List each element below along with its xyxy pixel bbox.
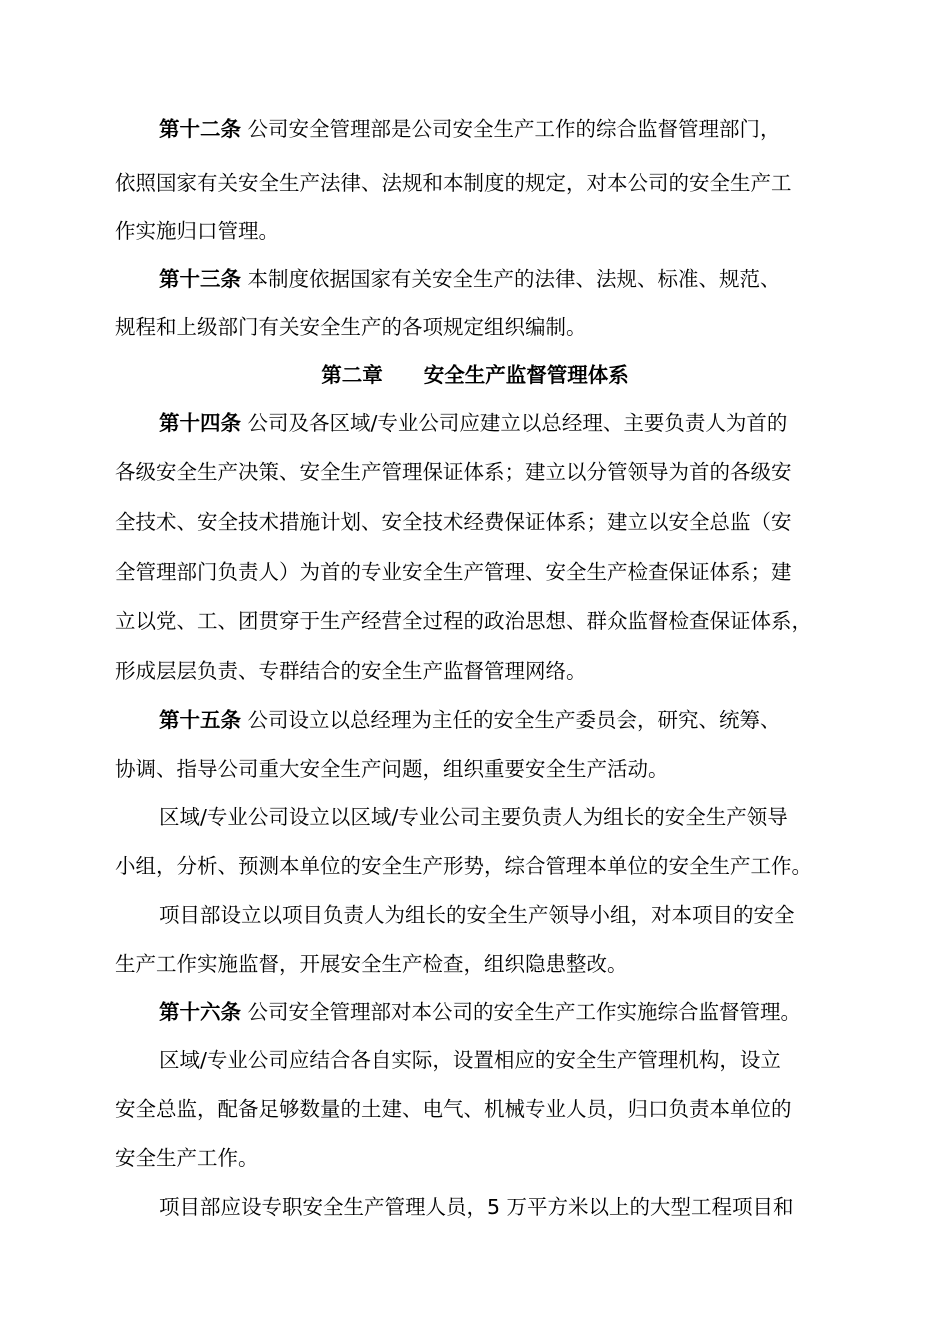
article-12-line-3: 作实施归口管理。 — [115, 219, 279, 243]
article-13-heading: 第十三条 — [159, 267, 241, 291]
article-15-heading: 第十五条 — [159, 708, 241, 732]
article-16-line-1 — [159, 998, 801, 1026]
article-14-line-3: 全技术、安全技术措施计划、安全技术经费保证体系；建立以安全总监（安 — [115, 510, 792, 534]
article-16-heading: 第十六条 — [159, 1000, 241, 1024]
article-16-para-2-line-2: 安全总监，配备足够数量的土建、电气、机械专业人员，归口负责本单位的 — [115, 1097, 792, 1121]
article-13-text: 本制度依据国家有关安全生产的法律、法规、标准、规范、 — [241, 267, 781, 291]
article-14-line-1 — [159, 409, 787, 437]
article-15-para-3-line-2: 生产工作实施监督，开展安全生产检查，组织隐患整改。 — [115, 952, 628, 976]
article-15-para-3-line-1: 项目部设立以项目负责人为组长的安全生产领导小组，对本项目的安全 — [159, 903, 795, 927]
article-15-para-2-line-1: 区域/专业公司设立以区域/专业公司主要负责人为组长的安全生产领导 — [159, 805, 788, 829]
article-13-line-1 — [159, 265, 781, 293]
article-15-line-1 — [159, 706, 781, 734]
article-14-line-2: 各级安全生产决策、安全生产管理保证体系；建立以分管领导为首的各级安 — [115, 460, 792, 484]
article-13-line-2: 规程和上级部门有关安全生产的各项规定组织编制。 — [115, 315, 587, 339]
article-12-text: 公司安全管理部是公司安全生产工作的综合监督管理部门， — [241, 117, 781, 141]
article-15-para-2-line-2: 小组，分析、预测本单位的安全生产形势，综合管理本单位的安全生产工作。 — [115, 854, 812, 878]
article-15-text: 公司设立以总经理为主任的安全生产委员会，研究、统筹、 — [241, 708, 781, 732]
article-12-line-1 — [159, 115, 781, 143]
article-16-para-2-line-1: 区域/专业公司应结合各自实际，设置相应的安全生产管理机构，设立 — [159, 1048, 781, 1072]
article-14-text: 公司及各区域/专业公司应建立以总经理、主要负责人为首的 — [241, 411, 788, 435]
article-12-heading: 第十二条 — [159, 117, 241, 141]
article-14-line-5: 立以党、工、团贯穿于生产经营全过程的政治思想、群众监督检查保证体系， — [115, 609, 812, 633]
article-16-text: 公司安全管理部对本公司的安全生产工作实施综合监督管理。 — [241, 1000, 802, 1024]
chapter-title: 第二章 安全生产监督管理体系 — [321, 363, 629, 387]
article-16-para-2-line-3: 安全生产工作。 — [115, 1146, 259, 1170]
article-14-heading: 第十四条 — [159, 411, 241, 435]
article-12-line-2: 依照国家有关安全生产法律、法规和本制度的规定，对本公司的安全生产工 — [115, 171, 792, 195]
article-16-para-3-line-1: 项目部应设专职安全生产管理人员，5 万平方米以上的大型工程项目和 — [159, 1195, 794, 1219]
article-15-line-2: 协调、指导公司重大安全生产问题，组织重要安全生产活动。 — [115, 757, 669, 781]
article-14-line-6: 形成层层负责、专群结合的安全生产监督管理网络。 — [115, 659, 587, 683]
article-14-line-4: 全管理部门负责人）为首的专业安全生产管理、安全生产检查保证体系；建 — [115, 560, 792, 584]
